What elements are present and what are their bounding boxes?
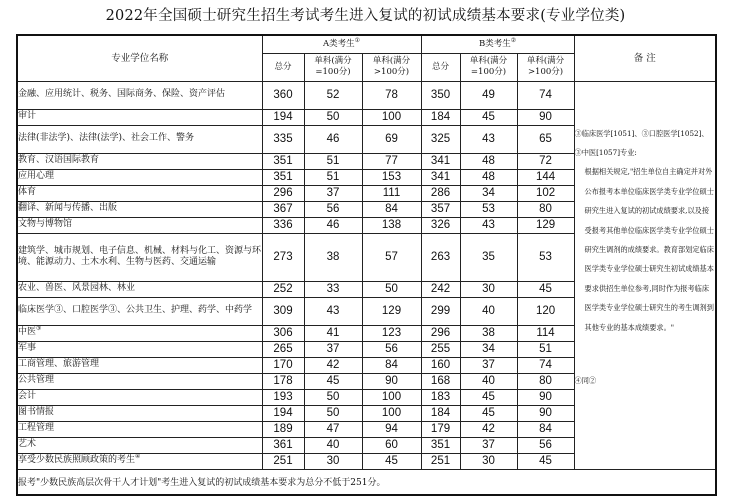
score-cell-b-total: 351 [421,437,460,453]
major-name-cell: 翻译、新闻与传播、出版 [17,201,262,217]
major-name-cell: 审计 [17,109,262,125]
score-cell-b-sgt100: 129 [517,217,574,233]
score-cell-a-total: 351 [262,153,304,169]
score-cell-a-total: 189 [262,421,304,437]
score-cell-b-s100: 30 [460,281,517,297]
score-cell-a-total: 252 [262,281,304,297]
score-cell-b-sgt100: 45 [517,453,574,469]
score-cell-b-sgt100: 72 [517,153,574,169]
score-cell-a-sgt100: 69 [362,125,421,153]
table-row [17,81,716,109]
score-cell-b-sgt100: 65 [517,125,574,153]
score-cell-b-s100: 30 [460,453,517,469]
major-name-cell: 中医③ [17,325,262,341]
score-cell-b-total: 326 [421,217,460,233]
score-cell-b-sgt100: 90 [517,109,574,125]
major-name-cell: 艺术 [17,437,262,453]
major-name-cell: 农业、兽医、风景园林、林业 [17,281,262,297]
score-cell-b-sgt100: 90 [517,405,574,421]
score-cell-b-s100: 45 [460,405,517,421]
major-name-cell: 临床医学③、口腔医学③、公共卫生、护理、药学、中药学 [17,297,262,325]
a-single-gt100-header: 单科(满分>100分) [362,53,421,81]
score-cell-b-s100: 37 [460,357,517,373]
score-cell-a-s100: 43 [304,297,362,325]
score-cell-a-total: 309 [262,297,304,325]
score-cell-a-total: 194 [262,405,304,421]
score-table [16,34,717,496]
score-cell-b-sgt100: 102 [517,185,574,201]
remarks-header: 备 注 [574,35,716,81]
score-cell-b-s100: 37 [460,437,517,453]
score-cell-a-total: 336 [262,217,304,233]
score-cell-a-s100: 46 [304,217,362,233]
score-cell-b-total: 255 [421,341,460,357]
score-cell-a-sgt100: 153 [362,169,421,185]
score-cell-b-s100: 43 [460,125,517,153]
score-cell-b-sgt100: 74 [517,357,574,373]
score-cell-a-total: 361 [262,437,304,453]
b-single-gt100-header: 单科(满分>100分) [517,53,574,81]
score-cell-a-s100: 37 [304,185,362,201]
score-cell-a-s100: 45 [304,373,362,389]
score-cell-a-sgt100: 90 [362,373,421,389]
score-cell-a-total: 351 [262,169,304,185]
major-name-cell: 教育、汉语国际教育 [17,153,262,169]
score-cell-b-sgt100: 90 [517,389,574,405]
score-cell-a-s100: 50 [304,405,362,421]
major-name-cell: 工程管理 [17,421,262,437]
score-cell-b-sgt100: 114 [517,325,574,341]
score-cell-a-s100: 46 [304,125,362,153]
score-cell-b-total: 263 [421,233,460,281]
score-cell-a-s100: 38 [304,233,362,281]
score-cell-a-sgt100: 129 [362,297,421,325]
score-cell-a-sgt100: 50 [362,281,421,297]
score-cell-b-sgt100: 74 [517,81,574,109]
score-cell-a-s100: 30 [304,453,362,469]
remark-line: 根据相关规定,"招生单位自主确定并对外公布报考本单位临床医学类专业学位硕士研究生进入复试的初试成绩要求,以及接受报考其他单位临床医学类专业学位硕士研究生调剂的成绩要求。教育部划定临床医学类专业学位硕士研究生初试成绩基本要求供招生单位参考,同时作为报考临床医学类专业学位硕士研究生的考生调剂到其他专业的基本成绩要求。" [584,167,714,332]
score-cell-b-total: 251 [421,453,460,469]
a-total-header: 总分 [262,53,304,81]
b-single-100-header: 单科(满分=100分) [460,53,517,81]
major-name-header: 专业学位名称 [17,35,262,81]
a-single-100-header: 单科(满分=100分) [304,53,362,81]
score-cell-b-s100: 40 [460,373,517,389]
score-cell-a-s100: 50 [304,109,362,125]
score-cell-b-total: 341 [421,153,460,169]
score-cell-b-s100: 45 [460,389,517,405]
score-cell-a-s100: 37 [304,341,362,357]
score-cell-a-sgt100: 84 [362,357,421,373]
score-cell-a-sgt100: 84 [362,201,421,217]
score-cell-a-sgt100: 78 [362,81,421,109]
score-cell-b-s100: 34 [460,341,517,357]
score-cell-b-total: 183 [421,389,460,405]
score-cell-a-sgt100: 100 [362,405,421,421]
score-cell-a-sgt100: 45 [362,453,421,469]
score-cell-b-s100: 48 [460,153,517,169]
b-total-header: 总分 [421,53,460,81]
major-name-cell: 文物与博物馆 [17,217,262,233]
score-cell-b-s100: 45 [460,109,517,125]
score-cell-b-total: 184 [421,405,460,421]
score-cell-a-s100: 51 [304,153,362,169]
score-cell-b-total: 242 [421,281,460,297]
score-cell-a-sgt100: 60 [362,437,421,453]
major-name-cell: 图书情报 [17,405,262,421]
score-cell-a-s100: 41 [304,325,362,341]
score-cell-a-total: 193 [262,389,304,405]
group-a-header: A类考生① [262,35,421,53]
remarks-cell [574,81,716,469]
score-cell-b-sgt100: 53 [517,233,574,281]
score-cell-a-s100: 47 [304,421,362,437]
score-cell-b-total: 296 [421,325,460,341]
page-title: 2022年全国硕士研究生招生考试考生进入复试的初试成绩基本要求(专业学位类) [105,8,626,24]
major-name-cell: 享受少数民族照顾政策的考生④ [17,453,262,469]
score-cell-a-s100: 56 [304,201,362,217]
score-cell-a-total: 273 [262,233,304,281]
score-cell-a-total: 178 [262,373,304,389]
score-cell-a-sgt100: 57 [362,233,421,281]
score-cell-b-total: 299 [421,297,460,325]
score-cell-a-sgt100: 100 [362,109,421,125]
major-name-cell: 体育 [17,185,262,201]
score-cell-a-total: 265 [262,341,304,357]
score-cell-b-sgt100: 80 [517,373,574,389]
score-cell-b-s100: 49 [460,81,517,109]
score-cell-a-total: 367 [262,201,304,217]
score-cell-a-sgt100: 56 [362,341,421,357]
score-cell-b-total: 350 [421,81,460,109]
score-cell-a-s100: 42 [304,357,362,373]
major-name-cell: 工商管理、旅游管理 [17,357,262,373]
score-cell-b-sgt100: 56 [517,437,574,453]
score-cell-b-total: 160 [421,357,460,373]
score-cell-b-sgt100: 80 [517,201,574,217]
remark-line: ④同② [574,375,597,385]
score-cell-a-sgt100: 100 [362,389,421,405]
score-cell-b-s100: 34 [460,185,517,201]
score-cell-a-total: 296 [262,185,304,201]
score-cell-a-s100: 50 [304,389,362,405]
score-cell-a-total: 194 [262,109,304,125]
score-cell-b-total: 184 [421,109,460,125]
score-cell-b-total: 341 [421,169,460,185]
score-cell-b-total: 168 [421,373,460,389]
score-cell-b-s100: 35 [460,233,517,281]
major-name-cell: 会计 [17,389,262,405]
footnote: 报考"少数民族高层次骨干人才计划"考生进入复试的初试成绩基本要求为总分不低于251分。 [17,469,716,495]
group-b-header: B类考生② [421,35,574,53]
score-cell-b-sgt100: 120 [517,297,574,325]
score-cell-a-sgt100: 111 [362,185,421,201]
score-cell-b-total: 179 [421,421,460,437]
score-cell-a-s100: 51 [304,169,362,185]
remark-line: ③临床医学[1051]、③口腔医学[1052]、③中医[1057]专业: [574,128,709,157]
score-cell-b-sgt100: 51 [517,341,574,357]
major-name-cell: 公共管理 [17,373,262,389]
score-cell-a-total: 306 [262,325,304,341]
score-cell-a-sgt100: 77 [362,153,421,169]
score-cell-a-s100: 52 [304,81,362,109]
score-cell-a-sgt100: 94 [362,421,421,437]
score-cell-a-total: 170 [262,357,304,373]
score-cell-a-total: 360 [262,81,304,109]
score-cell-b-total: 286 [421,185,460,201]
score-cell-b-sgt100: 45 [517,281,574,297]
major-name-cell: 金融、应用统计、税务、国际商务、保险、资产评估 [17,81,262,109]
score-cell-b-s100: 43 [460,217,517,233]
score-cell-b-s100: 38 [460,325,517,341]
major-name-cell: 军事 [17,341,262,357]
score-cell-b-s100: 42 [460,421,517,437]
score-cell-b-s100: 53 [460,201,517,217]
score-cell-a-s100: 40 [304,437,362,453]
score-cell-b-total: 357 [421,201,460,217]
score-cell-a-total: 335 [262,125,304,153]
score-cell-b-sgt100: 144 [517,169,574,185]
score-cell-b-s100: 40 [460,297,517,325]
score-cell-b-sgt100: 84 [517,421,574,437]
score-cell-a-total: 251 [262,453,304,469]
score-cell-a-sgt100: 138 [362,217,421,233]
major-name-cell: 应用心理 [17,169,262,185]
score-cell-b-s100: 48 [460,169,517,185]
score-cell-b-total: 325 [421,125,460,153]
major-name-cell: 建筑学、城市规划、电子信息、机械、材料与化工、资源与环境、能源动力、土木水利、生物与医药、交通运输 [17,233,262,281]
major-name-cell: 法律(非法学)、法律(法学)、社会工作、警务 [17,125,262,153]
score-cell-a-sgt100: 123 [362,325,421,341]
score-cell-a-s100: 33 [304,281,362,297]
